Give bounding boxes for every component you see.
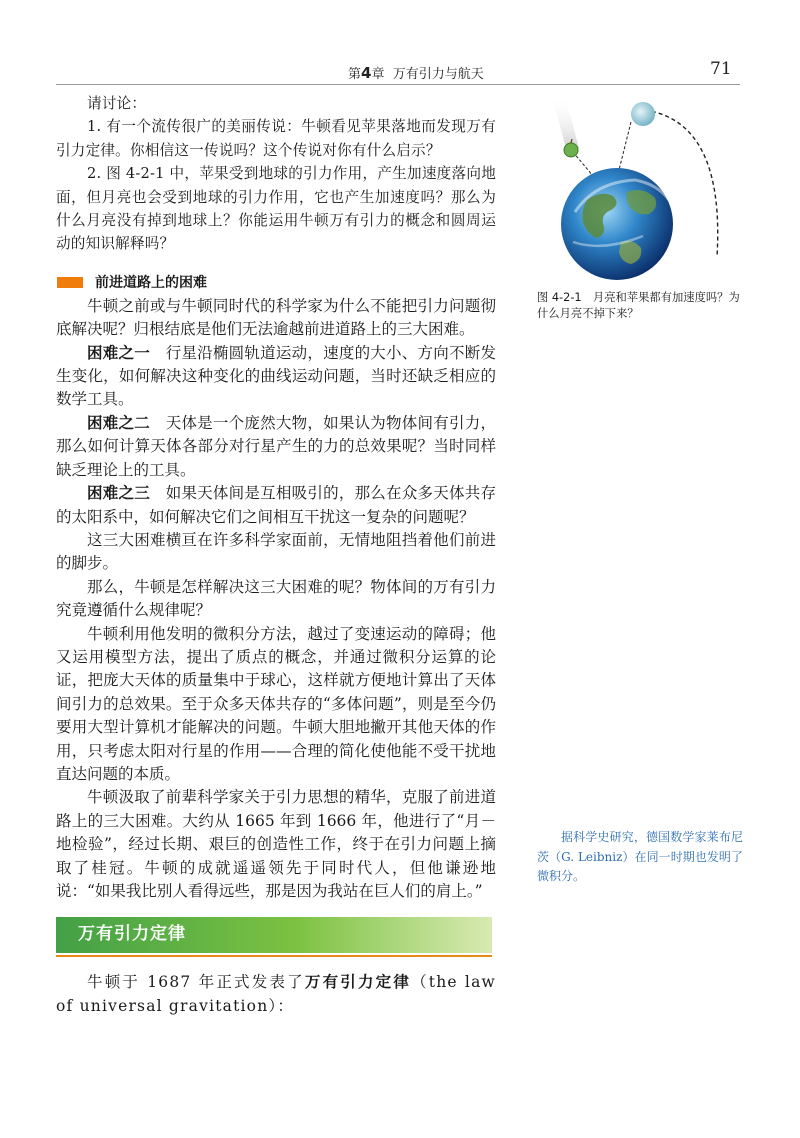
- section-marker-icon: [57, 277, 83, 288]
- figure-4-2-1: [525, 92, 747, 282]
- paragraph-question: 那么，牛顿是怎样解决这三大困难的呢？物体间的万有引力究竟遵循什么规律呢？: [56, 577, 496, 620]
- paragraph-calculus: 牛顿利用他发明的微积分方法，越过了变速运动的障碍；他又运用模型方法，提出了质点的概念，并通过微积分运算的论证，把庞大天体的质量集中于球心，这样就方便地计算出了天体间引力的总效果。至于众多天体共存的“多体问题”，则是至今仍要用大型计算机才能解决的问题。牛顿大胆地撇开其他天体的作用，只考虑太阳对行星的作用——合理的简化使他能不受干扰地直达问题的本质。: [56, 624, 496, 783]
- main-text-column: [56, 92, 496, 1018]
- section-heading-gravitation-law: 万有引力定律: [56, 917, 492, 953]
- side-note-leibniz: 据科学史研究，德国数学家莱布尼茨（G. Leibniz）在同一时期也发明了微积分。: [537, 830, 743, 883]
- header-divider: [56, 84, 740, 85]
- figure-caption: 图 4-2-1 月亮和苹果都有加速度吗？为什么月亮不掉下来？: [537, 291, 740, 320]
- paragraph-law: 牛顿于 1687 年正式发表了万有引力定律（the law of universal gravitation）：: [56, 973, 496, 1015]
- chapter-header: 第4章 万有引力与航天: [348, 64, 484, 82]
- difficulty-2-label: 困难之二: [87, 413, 150, 432]
- law-term: 万有引力定律: [304, 973, 412, 992]
- earth-icon: [561, 168, 673, 280]
- page-number: 71: [710, 59, 732, 79]
- apple-icon: [564, 143, 578, 157]
- chapter-title: 万有引力与航天: [392, 67, 484, 82]
- discussion-block: [56, 92, 496, 256]
- paragraph-giants: 牛顿汲取了前辈科学家关于引力思想的精华，克服了前进道路上的三大困难。大约从 1665 年到 1666 年，他进行了“月－地检验”，经过长期、艰巨的创造性工作，终于在引力问题上摘取了桂冠。牛顿的成就遥遥领先于同时代人，但他谦逊地说：“如果我比别人看得远些，那是因为我站在巨人们的肩上。”: [56, 788, 496, 900]
- difficulty-3-label: 困难之三: [87, 484, 150, 503]
- earth-moon-apple-illustration: [525, 92, 747, 282]
- discussion-intro: 请讨论：: [87, 95, 147, 112]
- moon-icon: [631, 102, 655, 126]
- section-heading-difficulties: 前进道路上的困难: [56, 272, 496, 294]
- apple-trail-icon: [553, 96, 579, 152]
- difficulty-2: 困难之二 天体是一个庞然大物，如果认为物体间有引力，那么如何计算天体各部分对行星产生的力的总效果呢？当时同样缺乏理论上的工具。: [56, 413, 496, 479]
- paragraph-obstacles: 这三大困难横亘在许多科学家面前，无情地阻挡着他们前进的脚步。: [56, 530, 496, 573]
- discussion-question-1: 1. 有一个流传很广的美丽传说：牛顿看见苹果落地而发现万有引力定律。你相信这一传说吗？这个传说对你有什么启示？: [56, 118, 496, 159]
- chapter-number: 4: [361, 64, 372, 82]
- difficulty-1: 困难之一 行星沿椭圆轨道运动，速度的大小、方向不断发生变化，如何解决这种变化的曲线运动问题，当时还缺乏相应的数学工具。: [56, 343, 496, 409]
- discussion-question-2: 2. 图 4-2-1 中，苹果受到地球的引力作用，产生加速度落向地面，但月亮也会受到地球的引力作用，它也产生加速度吗？那么为什么月亮没有掉到地球上？你能运用牛顿万有引力的概念和圆周运动的知识解释吗？: [56, 165, 496, 253]
- paragraph-intro: 牛顿之前或与牛顿同时代的科学家为什么不能把引力问题彻底解决呢？归根结底是他们无法逾越前进道路上的三大困难。: [56, 296, 496, 339]
- difficulty-3: 困难之三 如果天体间是互相吸引的，那么在众多天体共存的太阳系中，如何解决它们之间相互干扰这一复杂的问题呢？: [56, 484, 496, 526]
- difficulty-1-label: 困难之一: [87, 343, 150, 362]
